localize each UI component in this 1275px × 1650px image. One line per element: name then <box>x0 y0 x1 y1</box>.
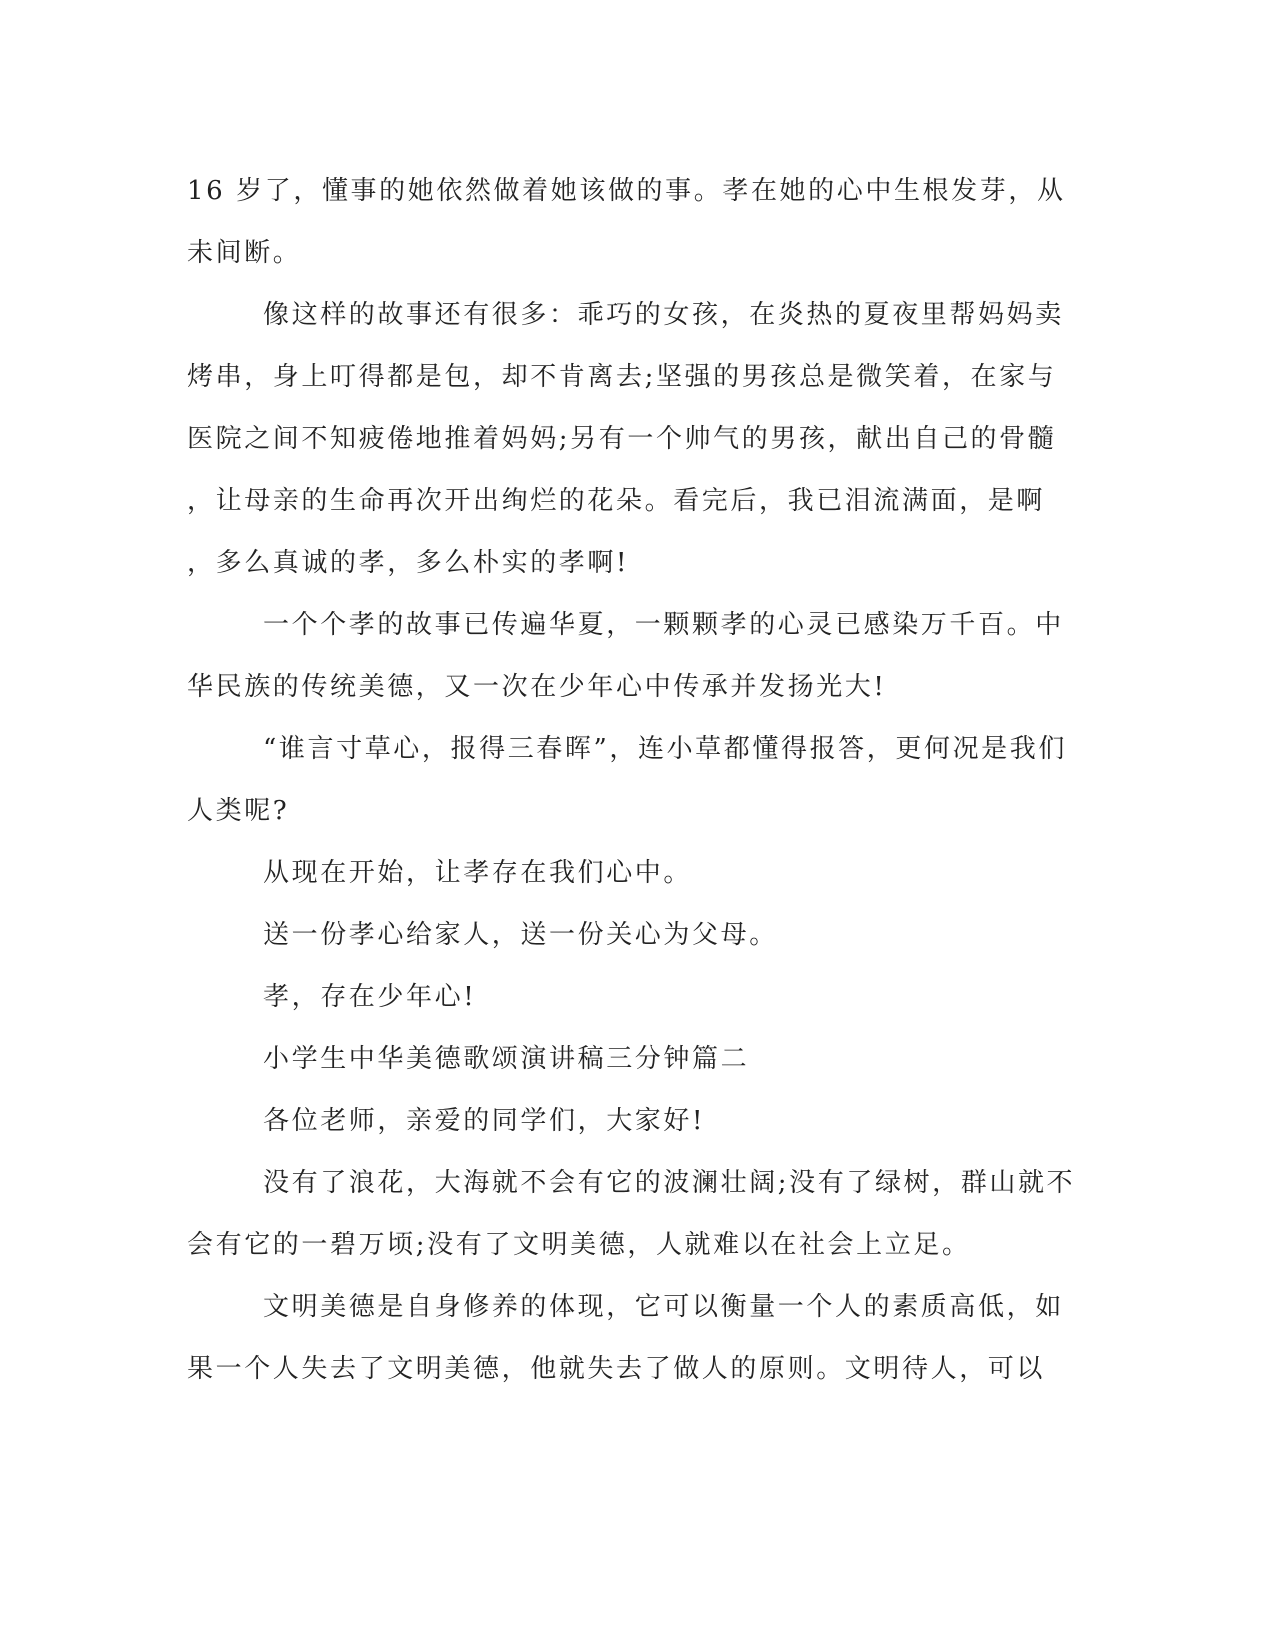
text-line-4: 烤串，身上叮得都是包，却不肯离去;坚强的男孩总是微笑着，在家与 <box>187 362 1057 392</box>
text-line-9: 华民族的传统美德，又一次在少年心中传承并发扬光大! <box>187 672 887 702</box>
greeting-line: 各位老师，亲爱的同学们，大家好! <box>263 1106 706 1136</box>
text-line-14: 孝，存在少年心! <box>263 982 477 1012</box>
section-heading: 小学生中华美德歌颂演讲稿三分钟篇二 <box>263 1044 750 1074</box>
text-line-2: 未间断。 <box>187 238 302 268</box>
text-line-7: ，多么真诚的孝，多么朴实的孝啊! <box>187 548 630 578</box>
text-line-12: 从现在开始，让孝存在我们心中。 <box>263 858 693 888</box>
text-line-18: 会有它的一碧万顷;没有了文明美德，人就难以在社会上立足。 <box>187 1230 971 1260</box>
text-line-1: 16 岁了，懂事的她依然做着她该做的事。孝在她的心中生根发芽，从 <box>187 176 1066 206</box>
text-line-3: 像这样的故事还有很多：乖巧的女孩，在炎热的夏夜里帮妈妈卖 <box>263 300 1064 330</box>
text-line-17: 没有了浪花，大海就不会有它的波澜壮阔;没有了绿树，群山就不 <box>263 1168 1076 1198</box>
text-line-20: 果一个人失去了文明美德，他就失去了做人的原则。文明待人，可以 <box>187 1354 1046 1384</box>
text-line-5: 医院之间不知疲倦地推着妈妈;另有一个帅气的男孩，献出自己的骨髓 <box>187 424 1057 454</box>
text-line-10: “谁言寸草心，报得三春晖”，连小草都懂得报答，更何况是我们 <box>263 734 1067 764</box>
text-line-11: 人类呢? <box>187 796 290 826</box>
text-line-19: 文明美德是自身修养的体现，它可以衡量一个人的素质高低，如 <box>263 1292 1064 1322</box>
text-line-6: ，让母亲的生命再次开出绚烂的花朵。看完后，我已泪流满面，是啊 <box>187 486 1046 516</box>
document-body <box>187 160 1077 1400</box>
text-line-13: 送一份孝心给家人，送一份关心为父母。 <box>263 920 778 950</box>
text-line-8: 一个个孝的故事已传遍华夏，一颗颗孝的心灵已感染万千百。中 <box>263 610 1064 640</box>
